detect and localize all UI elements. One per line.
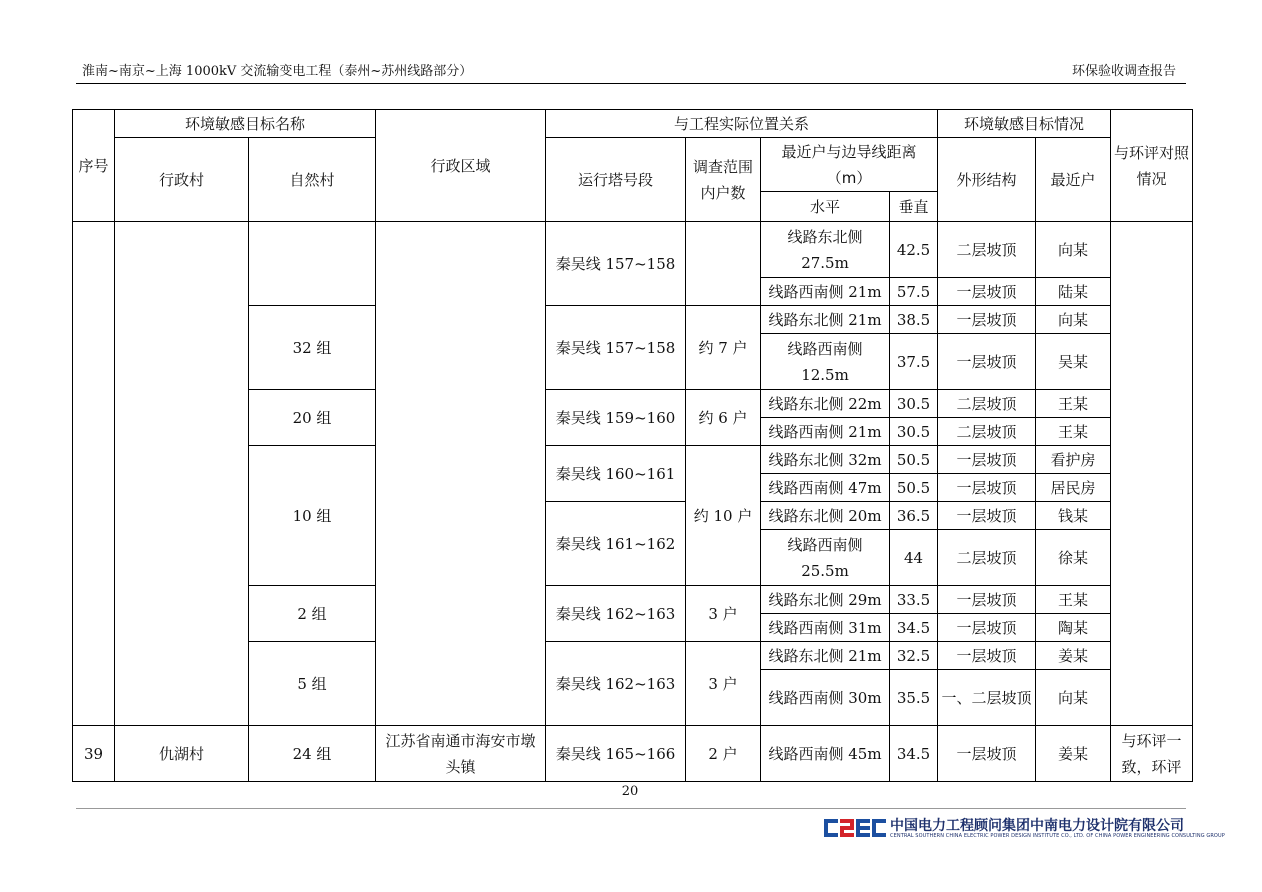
header-natural-village: 自然村: [249, 138, 376, 222]
vertical-distance-cell: 34.5: [890, 614, 938, 642]
household-count-cell: 约 10 户: [686, 446, 761, 586]
header-admin-village: 行政村: [115, 138, 249, 222]
horizontal-distance-cell: 线路西南侧 45m: [761, 726, 890, 782]
header-structure: 外形结构: [938, 138, 1036, 222]
nearest-household-cell: 吴某: [1036, 334, 1111, 390]
horizontal-distance-cell: 线路西南侧 21m: [761, 278, 890, 306]
nearest-household-cell: 居民房: [1036, 474, 1111, 502]
vertical-distance-cell: 44: [890, 530, 938, 586]
natural-village-cell: 20 组: [249, 390, 376, 446]
tower-segment-cell: 秦吴线 160~161: [546, 446, 686, 502]
page-number: 20: [621, 784, 639, 799]
horizontal-distance-cell: 线路东北侧 32m: [761, 446, 890, 474]
header-tower-segment: 运行塔号段: [546, 138, 686, 222]
household-count-cell: 3 户: [686, 586, 761, 642]
header-project-title: 淮南~南京~上海 1000kV 交流输变电工程（泰州~苏州线路部分）: [82, 64, 473, 79]
horizontal-distance-cell: 线路西南侧 21m: [761, 418, 890, 446]
header-position-group: 与工程实际位置关系: [546, 110, 938, 138]
nearest-household-cell: 陶某: [1036, 614, 1111, 642]
household-count-cell: 约 6 户: [686, 390, 761, 446]
company-logo: [824, 815, 1225, 841]
vertical-distance-cell: 36.5: [890, 502, 938, 530]
vertical-distance-cell: 42.5: [890, 222, 938, 278]
nearest-household-cell: 徐某: [1036, 530, 1111, 586]
table-row: [73, 222, 1193, 278]
nearest-household-cell: 向某: [1036, 670, 1111, 726]
natural-village-cell: 2 组: [249, 586, 376, 642]
natural-village-cell: 32 组: [249, 306, 376, 390]
vertical-distance-cell: 30.5: [890, 418, 938, 446]
nearest-household-cell: 看护房: [1036, 446, 1111, 474]
vertical-distance-cell: 37.5: [890, 334, 938, 390]
admin-village-cell-continued: [115, 222, 249, 726]
structure-cell: 一、二层坡顶: [938, 670, 1036, 726]
header-report-title: 环保验收调查报告: [1071, 64, 1176, 79]
structure-cell: 二层坡顶: [938, 390, 1036, 418]
company-logo-mark: [824, 817, 888, 839]
structure-cell: 一层坡顶: [938, 502, 1036, 530]
seq-cell-continued: [73, 222, 115, 726]
structure-cell: 一层坡顶: [938, 614, 1036, 642]
household-count-cell: 2 户: [686, 726, 761, 782]
natural-village-cell: 5 组: [249, 642, 376, 726]
vertical-distance-cell: 57.5: [890, 278, 938, 306]
vertical-distance-cell: 30.5: [890, 390, 938, 418]
header-rule: [76, 83, 1186, 84]
horizontal-distance-cell: 线路西南侧 25.5m: [761, 530, 890, 586]
structure-cell: 一层坡顶: [938, 586, 1036, 614]
nearest-household-cell: 王某: [1036, 418, 1111, 446]
horizontal-distance-cell: 线路东北侧 21m: [761, 642, 890, 670]
table-body: [73, 110, 1193, 782]
structure-cell: 二层坡顶: [938, 530, 1036, 586]
structure-cell: 一层坡顶: [938, 726, 1036, 782]
nearest-household-cell: 陆某: [1036, 278, 1111, 306]
structure-cell: 一层坡顶: [938, 642, 1036, 670]
horizontal-distance-cell: 线路东北侧 21m: [761, 306, 890, 334]
nearest-household-cell: 向某: [1036, 222, 1111, 278]
header-seq: 序号: [73, 110, 115, 222]
horizontal-distance-cell: 线路西南侧 30m: [761, 670, 890, 726]
header-nearest-distance-group: 最近户与边导线距离（m）: [761, 138, 938, 192]
nearest-household-cell: 向某: [1036, 306, 1111, 334]
company-logo-en-name: CENTRAL SOUTHERN CHINA ELECTRIC POWER DESIGN INSTITUTE CO., LTD. OF CHINA POWER ENGINEERING CONSULTING GROUP: [890, 833, 1225, 839]
tower-segment-cell: 秦吴线 165~166: [546, 726, 686, 782]
household-count-cell: 3 户: [686, 642, 761, 726]
structure-cell: 一层坡顶: [938, 306, 1036, 334]
nearest-household-cell: 王某: [1036, 390, 1111, 418]
nearest-household-cell: 姜某: [1036, 726, 1111, 782]
horizontal-distance-cell: 线路东北侧 27.5m: [761, 222, 890, 278]
nearest-household-cell: 姜某: [1036, 642, 1111, 670]
horizontal-distance-cell: 线路西南侧 12.5m: [761, 334, 890, 390]
nearest-household-cell: 钱某: [1036, 502, 1111, 530]
vertical-distance-cell: 33.5: [890, 586, 938, 614]
horizontal-distance-cell: 线路西南侧 47m: [761, 474, 890, 502]
tower-segment-cell: 秦吴线 157~158: [546, 222, 686, 306]
header-target-name-group: 环境敏感目标名称: [115, 110, 376, 138]
structure-cell: 一层坡顶: [938, 446, 1036, 474]
natural-village-cell: 24 组: [249, 726, 376, 782]
header-vertical: 垂直: [890, 192, 938, 222]
structure-cell: 二层坡顶: [938, 418, 1036, 446]
structure-cell: 一层坡顶: [938, 474, 1036, 502]
horizontal-distance-cell: 线路东北侧 29m: [761, 586, 890, 614]
admin-village-cell: 仇湖村: [115, 726, 249, 782]
household-count-cell: 约 7 户: [686, 306, 761, 390]
vertical-distance-cell: 50.5: [890, 474, 938, 502]
header-eia-comparison: 与环评对照情况: [1111, 110, 1193, 222]
footer-rule: [76, 808, 1186, 809]
admin-region-cell-continued: [376, 222, 546, 726]
header-target-status-group: 环境敏感目标情况: [938, 110, 1111, 138]
structure-cell: 一层坡顶: [938, 334, 1036, 390]
table-row: [73, 726, 1193, 782]
vertical-distance-cell: 38.5: [890, 306, 938, 334]
vertical-distance-cell: 32.5: [890, 642, 938, 670]
tower-segment-cell: 秦吴线 162~163: [546, 642, 686, 726]
nearest-household-cell: 王某: [1036, 586, 1111, 614]
horizontal-distance-cell: 线路西南侧 31m: [761, 614, 890, 642]
structure-cell: 二层坡顶: [938, 222, 1036, 278]
vertical-distance-cell: 50.5: [890, 446, 938, 474]
tower-segment-cell: 秦吴线 157~158: [546, 306, 686, 390]
header-horizontal: 水平: [761, 192, 890, 222]
household-count-cell-continued: [686, 222, 761, 306]
tower-segment-cell: 秦吴线 161~162: [546, 502, 686, 586]
horizontal-distance-cell: 线路东北侧 22m: [761, 390, 890, 418]
natural-village-cell: 10 组: [249, 446, 376, 586]
vertical-distance-cell: 35.5: [890, 670, 938, 726]
eia-comparison-cell: 与环评一致，环评: [1111, 726, 1193, 782]
eia-comparison-cell-continued: [1111, 222, 1193, 726]
tower-segment-cell: 秦吴线 159~160: [546, 390, 686, 446]
admin-region-cell: 江苏省南通市海安市墩头镇: [376, 726, 546, 782]
header-admin-region: 行政区域: [376, 110, 546, 222]
sensitive-targets-table: [72, 109, 1193, 782]
tower-segment-cell: 秦吴线 162~163: [546, 586, 686, 642]
vertical-distance-cell: 34.5: [890, 726, 938, 782]
seq-cell: 39: [73, 726, 115, 782]
company-logo-cn-name: 中国电力工程顾问集团中南电力设计院有限公司: [890, 818, 1184, 834]
header-nearest-household: 最近户: [1036, 138, 1111, 222]
natural-village-cell: [249, 222, 376, 306]
header-households-in-range: 调查范围内户数: [686, 138, 761, 222]
structure-cell: 一层坡顶: [938, 278, 1036, 306]
horizontal-distance-cell: 线路东北侧 20m: [761, 502, 890, 530]
